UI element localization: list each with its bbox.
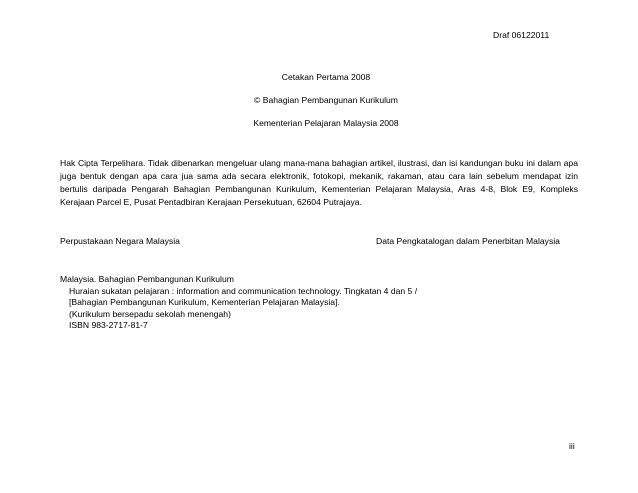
- copyright-holder: © Bahagian Pembangunan Kurikulum: [254, 95, 398, 105]
- catalog-title-line: Huraian sukatan pelajaran : information and communication technology. Tingkatan 4 dan 5 /: [69, 285, 418, 296]
- catalog-author: Malaysia. Bahagian Pembangunan Kurikulum: [60, 274, 234, 284]
- catalog-publisher-line: [Bahagian Pembangunan Kurikulum, Kementerian Pelajaran Malaysia].: [69, 297, 340, 307]
- catalog-isbn-line: ISBN 983-2717-81-7: [69, 320, 148, 330]
- page-number: iii: [569, 441, 575, 451]
- printing-edition: Cetakan Pertama 2008: [281, 72, 371, 82]
- cataloguing-data-label: Data Pengkatalogan dalam Penerbitan Malaysia: [376, 236, 560, 246]
- catalog-series-line: (Kurikulum bersepadu sekolah menengah): [69, 308, 231, 319]
- catalog-record: [60, 274, 417, 332]
- national-library-label: Perpustakaan Negara Malaysia: [60, 236, 180, 246]
- rights-notice: Hak Cipta Terpelihara. Tidak dibenarkan mengeluar ulang mana-mana bahagian artikel, ilustrasi, dan isi kandungan buku ini dalam apa juga bentuk dengan apa cara jua sama ada secara elektronik, fotokopi, mekanik, rakaman, atau cara lain sebelum mendapat izin bertulis daripada Pengarah Bahagian Pembangunan Kurikulum, Kementerian Pelajaran Malaysia, Aras 4-8, Blok E9, Kompleks Kerajaan Parcel E, Pusat Pentadbiran Kerajaan Persekutuan, 62604 Putrajaya.: [60, 158, 578, 207]
- draft-label: Draf 06122011: [493, 30, 550, 40]
- ministry-name: Kementerian Pelajaran Malaysia 2008: [253, 118, 399, 128]
